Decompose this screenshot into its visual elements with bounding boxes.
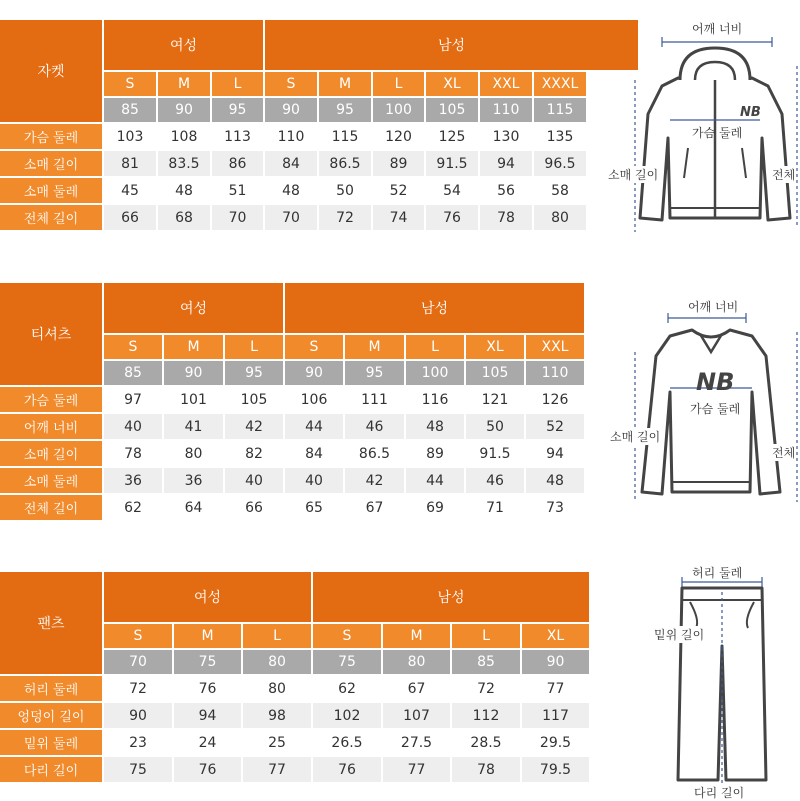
jacket-measure-row (0, 124, 640, 151)
value-cell: 116 (406, 387, 466, 414)
value-cell: 130 (480, 124, 534, 151)
value-cell: 78 (104, 441, 164, 468)
value-cell: 90 (104, 703, 174, 730)
tshirt-chest-label: 가슴 둘레 (690, 402, 741, 416)
pants-code: 90 (522, 650, 591, 676)
value-cell: 120 (373, 124, 426, 151)
value-cell: 42 (225, 414, 285, 441)
tshirt-code: 85 (104, 361, 164, 387)
jacket-code: 95 (212, 98, 265, 124)
tshirt-code: 105 (466, 361, 526, 387)
value-cell: 72 (104, 676, 174, 703)
jacket-code: 110 (480, 98, 534, 124)
row-label: 전체 길이 (0, 205, 104, 232)
value-cell: 41 (164, 414, 225, 441)
value-cell: 103 (104, 124, 158, 151)
jacket-measure-row (0, 151, 640, 178)
value-cell: 105 (225, 387, 285, 414)
jacket-size: S (265, 72, 319, 98)
pants-code: 70 (104, 650, 174, 676)
tshirt-group-men: 남성 (285, 283, 586, 335)
pants-illustration (640, 562, 790, 800)
value-cell: 48 (406, 414, 466, 441)
jacket-size: L (373, 72, 426, 98)
pants-code: 75 (174, 650, 243, 676)
value-cell: 70 (265, 205, 319, 232)
pants-measure-row (0, 676, 591, 703)
tshirt-measure-row (0, 387, 586, 414)
jacket-total-label: 전체 (772, 168, 796, 182)
row-label: 소매 둘레 (0, 468, 104, 495)
jacket-group-women: 여성 (104, 20, 265, 72)
value-cell: 84 (265, 151, 319, 178)
value-cell: 29.5 (522, 730, 591, 757)
jacket-size: XXL (480, 72, 534, 98)
value-cell: 27.5 (383, 730, 452, 757)
tshirt-code: 100 (406, 361, 466, 387)
value-cell: 45 (104, 178, 158, 205)
value-cell: 96.5 (534, 151, 588, 178)
value-cell: 76 (174, 676, 243, 703)
jacket-code: 115 (534, 98, 588, 124)
jacket-measurement-diagram (600, 18, 800, 248)
row-label: 밑위 둘레 (0, 730, 104, 757)
value-cell: 75 (104, 757, 174, 784)
jacket-shoulder-label: 어깨 너비 (692, 22, 743, 36)
pants-size: M (174, 624, 243, 650)
value-cell: 101 (164, 387, 225, 414)
pants-group-women: 여성 (104, 572, 313, 624)
svg-text:NB: NB (696, 368, 735, 396)
value-cell: 121 (466, 387, 526, 414)
value-cell: 81 (104, 151, 158, 178)
jacket-size: L (212, 72, 265, 98)
value-cell: 74 (373, 205, 426, 232)
row-label: 소매 둘레 (0, 178, 104, 205)
jacket-sleeve-label: 소매 길이 (608, 168, 659, 182)
jacket-code: 95 (319, 98, 373, 124)
tshirt-sleeve-label: 소매 길이 (610, 430, 661, 444)
row-label: 가슴 둘레 (0, 124, 104, 151)
value-cell: 69 (406, 495, 466, 522)
value-cell: 51 (212, 178, 265, 205)
value-cell: 52 (526, 414, 586, 441)
value-cell: 26.5 (313, 730, 383, 757)
value-cell: 25 (243, 730, 313, 757)
pants-code: 80 (243, 650, 313, 676)
jacket-code: 105 (426, 98, 480, 124)
tshirt-group-women: 여성 (104, 283, 285, 335)
tshirt-size: M (345, 335, 406, 361)
tshirt-size: S (285, 335, 345, 361)
value-cell: 52 (373, 178, 426, 205)
value-cell: 71 (466, 495, 526, 522)
row-label: 소매 길이 (0, 151, 104, 178)
jacket-code: 100 (373, 98, 426, 124)
tshirt-code: 95 (225, 361, 285, 387)
value-cell: 125 (426, 124, 480, 151)
pants-measure-row (0, 703, 591, 730)
value-cell: 94 (174, 703, 243, 730)
pants-measure-row (0, 757, 591, 784)
tshirt-size: XL (466, 335, 526, 361)
row-label: 어깨 너비 (0, 414, 104, 441)
value-cell: 106 (285, 387, 345, 414)
value-cell: 58 (534, 178, 588, 205)
value-cell: 66 (104, 205, 158, 232)
value-cell: 68 (158, 205, 212, 232)
tshirt-measure-row (0, 468, 586, 495)
value-cell: 84 (285, 441, 345, 468)
value-cell: 48 (265, 178, 319, 205)
value-cell: 82 (225, 441, 285, 468)
value-cell: 48 (158, 178, 212, 205)
value-cell: 40 (104, 414, 164, 441)
pants-group-men: 남성 (313, 572, 591, 624)
jacket-group-men: 남성 (265, 20, 640, 72)
tshirt-size: M (164, 335, 225, 361)
jacket-size: M (158, 72, 212, 98)
value-cell: 54 (426, 178, 480, 205)
value-cell: 98 (243, 703, 313, 730)
tshirt-size: S (104, 335, 164, 361)
pants-size: S (313, 624, 383, 650)
pants-size: S (104, 624, 174, 650)
value-cell: 115 (319, 124, 373, 151)
value-cell: 44 (285, 414, 345, 441)
value-cell: 67 (345, 495, 406, 522)
value-cell: 86.5 (345, 441, 406, 468)
value-cell: 111 (345, 387, 406, 414)
value-cell: 110 (265, 124, 319, 151)
jacket-chest-label: 가슴 둘레 (692, 126, 743, 140)
jacket-code: 90 (265, 98, 319, 124)
value-cell: 76 (426, 205, 480, 232)
value-cell: 76 (313, 757, 383, 784)
value-cell: 77 (383, 757, 452, 784)
tshirt-measure-row (0, 495, 586, 522)
jacket-measure-row (0, 205, 640, 232)
value-cell: 46 (466, 468, 526, 495)
value-cell: 64 (164, 495, 225, 522)
value-cell: 72 (452, 676, 522, 703)
tshirt-size: L (225, 335, 285, 361)
pants-waist-label: 허리 둘레 (692, 566, 743, 580)
value-cell: 50 (466, 414, 526, 441)
pants-table-title: 팬츠 (0, 572, 104, 676)
pants-code: 85 (452, 650, 522, 676)
value-cell: 24 (174, 730, 243, 757)
pants-leg-label: 다리 길이 (694, 786, 745, 800)
value-cell: 36 (104, 468, 164, 495)
value-cell: 78 (452, 757, 522, 784)
value-cell: 50 (319, 178, 373, 205)
jacket-size-row (104, 72, 640, 98)
pants-measure-row (0, 730, 591, 757)
value-cell: 91.5 (426, 151, 480, 178)
value-cell: 79.5 (522, 757, 591, 784)
value-cell: 23 (104, 730, 174, 757)
jacket-size: XL (426, 72, 480, 98)
value-cell: 112 (452, 703, 522, 730)
value-cell: 108 (158, 124, 212, 151)
value-cell: 91.5 (466, 441, 526, 468)
value-cell: 89 (373, 151, 426, 178)
value-cell: 97 (104, 387, 164, 414)
row-label: 엉덩이 길이 (0, 703, 104, 730)
value-cell: 77 (522, 676, 591, 703)
tshirt-code: 110 (526, 361, 586, 387)
tshirt-code: 90 (164, 361, 225, 387)
value-cell: 40 (285, 468, 345, 495)
jacket-code: 90 (158, 98, 212, 124)
value-cell: 36 (164, 468, 225, 495)
value-cell: 80 (164, 441, 225, 468)
value-cell: 42 (345, 468, 406, 495)
value-cell: 94 (480, 151, 534, 178)
value-cell: 66 (225, 495, 285, 522)
value-cell: 28.5 (452, 730, 522, 757)
row-label: 전체 길이 (0, 495, 104, 522)
pants-measurement-diagram (640, 562, 790, 800)
tshirt-shoulder-label: 어깨 너비 (688, 300, 739, 314)
pants-rise-label: 밑위 길이 (654, 628, 705, 642)
value-cell: 83.5 (158, 151, 212, 178)
value-cell: 72 (319, 205, 373, 232)
value-cell: 107 (383, 703, 452, 730)
value-cell: 80 (534, 205, 588, 232)
pants-size: L (243, 624, 313, 650)
pants-size: M (383, 624, 452, 650)
pants-code: 75 (313, 650, 383, 676)
value-cell: 48 (526, 468, 586, 495)
tshirt-size: XXL (526, 335, 586, 361)
value-cell: 102 (313, 703, 383, 730)
tshirt-table-title: 티셔츠 (0, 283, 104, 387)
value-cell: 78 (480, 205, 534, 232)
pants-size-table (0, 572, 591, 784)
value-cell: 86 (212, 151, 265, 178)
value-cell: 126 (526, 387, 586, 414)
value-cell: 135 (534, 124, 588, 151)
row-label: 가슴 둘레 (0, 387, 104, 414)
row-label: 다리 길이 (0, 757, 104, 784)
value-cell: 89 (406, 441, 466, 468)
jacket-table-title: 자켓 (0, 20, 104, 124)
row-label: 소매 길이 (0, 441, 104, 468)
svg-text:NB: NB (740, 105, 761, 120)
jacket-code-row (104, 98, 640, 124)
value-cell: 40 (225, 468, 285, 495)
jacket-measure-row (0, 178, 640, 205)
jacket-size: S (104, 72, 158, 98)
jacket-size-table (0, 20, 640, 232)
row-label: 허리 둘레 (0, 676, 104, 703)
jacket-size: M (319, 72, 373, 98)
value-cell: 65 (285, 495, 345, 522)
pants-size: XL (522, 624, 591, 650)
value-cell: 56 (480, 178, 534, 205)
value-cell: 73 (526, 495, 586, 522)
value-cell: 62 (104, 495, 164, 522)
value-cell: 70 (212, 205, 265, 232)
jacket-code: 85 (104, 98, 158, 124)
tshirt-size-table (0, 283, 586, 522)
tshirt-measure-row (0, 441, 586, 468)
value-cell: 86.5 (319, 151, 373, 178)
pants-code: 80 (383, 650, 452, 676)
value-cell: 94 (526, 441, 586, 468)
value-cell: 113 (212, 124, 265, 151)
jacket-size: XXXL (534, 72, 588, 98)
value-cell: 44 (406, 468, 466, 495)
tshirt-size: L (406, 335, 466, 361)
tshirt-measurement-diagram (600, 296, 800, 510)
pants-size: L (452, 624, 522, 650)
value-cell: 77 (243, 757, 313, 784)
tshirt-total-label: 전체 (772, 446, 796, 460)
value-cell: 80 (243, 676, 313, 703)
value-cell: 67 (383, 676, 452, 703)
tshirt-measure-row (0, 414, 586, 441)
value-cell: 76 (174, 757, 243, 784)
value-cell: 46 (345, 414, 406, 441)
tshirt-code: 95 (345, 361, 406, 387)
value-cell: 117 (522, 703, 591, 730)
tshirt-code: 90 (285, 361, 345, 387)
value-cell: 62 (313, 676, 383, 703)
